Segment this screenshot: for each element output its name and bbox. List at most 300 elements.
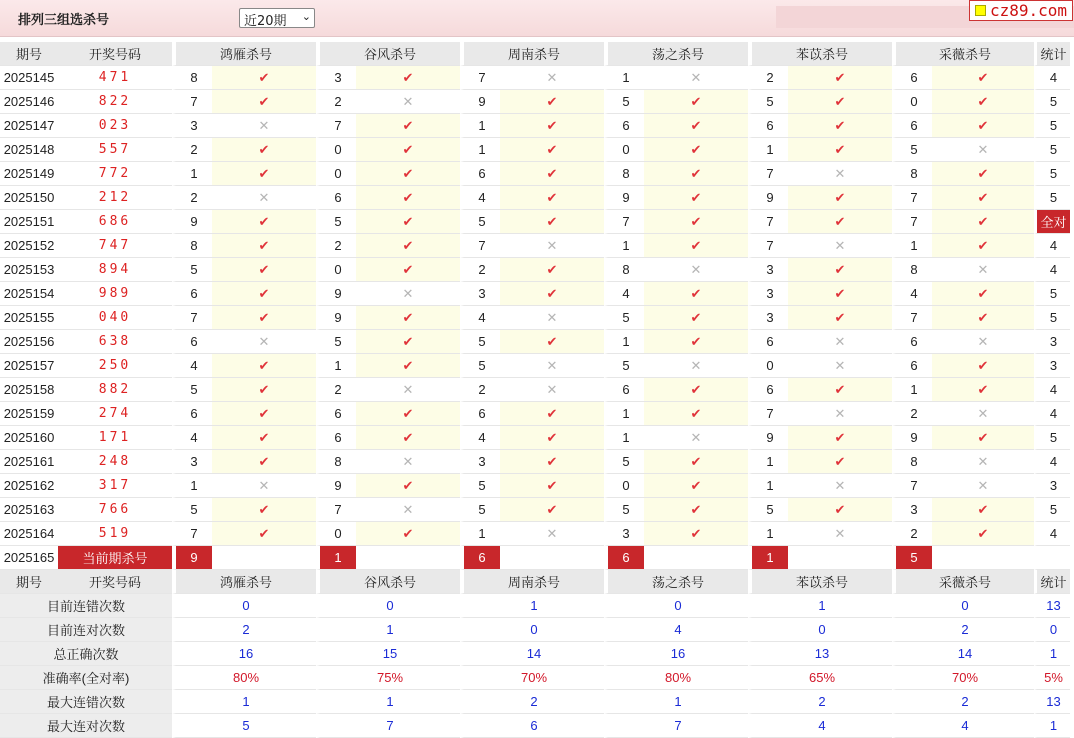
- col-issue: 期号: [0, 570, 58, 594]
- cross-icon: ✕: [212, 114, 316, 138]
- cross-icon: ✕: [356, 90, 460, 114]
- table-row: [0, 162, 1070, 186]
- summary-value: 1: [316, 618, 460, 642]
- check-icon: ✔: [212, 450, 316, 474]
- kill-number: 5: [604, 450, 644, 474]
- kill-number: 0: [748, 354, 788, 378]
- kill-number: 1: [316, 354, 356, 378]
- kill-number: 9: [604, 186, 644, 210]
- check-icon: ✔: [356, 162, 460, 186]
- empty-cell: [788, 546, 892, 570]
- summary-value: 2: [892, 618, 1034, 642]
- check-icon: ✔: [212, 498, 316, 522]
- kill-number: 1: [460, 522, 500, 546]
- col-stat: 统计: [1034, 570, 1070, 594]
- check-icon: ✔: [356, 186, 460, 210]
- kill-number: 2: [316, 90, 356, 114]
- kill-number: 0: [604, 474, 644, 498]
- kill-number: 1: [748, 138, 788, 162]
- check-icon: ✔: [644, 306, 748, 330]
- summary-value: 4: [604, 618, 748, 642]
- check-icon: ✔: [212, 162, 316, 186]
- kill-number: 2: [460, 378, 500, 402]
- issue-cell: 2025154: [0, 282, 58, 306]
- kill-number: 6: [892, 330, 932, 354]
- check-icon: ✔: [644, 402, 748, 426]
- check-icon: ✔: [500, 210, 604, 234]
- check-icon: ✔: [932, 378, 1034, 402]
- summary-value: 0: [316, 594, 460, 618]
- kill-number: 1: [604, 66, 644, 90]
- summary-value: 2: [172, 618, 316, 642]
- check-icon: ✔: [212, 522, 316, 546]
- summary-stat: 1: [1034, 642, 1070, 666]
- cross-icon: ✕: [500, 234, 604, 258]
- stat-cell: 4: [1034, 450, 1070, 474]
- kill-number: 3: [172, 114, 212, 138]
- check-icon: ✔: [644, 186, 748, 210]
- cross-icon: ✕: [788, 402, 892, 426]
- summary-label: 最大连错次数: [0, 690, 172, 714]
- kill-number: 8: [604, 162, 644, 186]
- summary-value: 1: [604, 690, 748, 714]
- summary-stat: 13: [1034, 594, 1070, 618]
- chevron-down-icon: ⌄: [301, 10, 311, 23]
- check-icon: ✔: [788, 450, 892, 474]
- kill-number: 8: [172, 234, 212, 258]
- draw-number: 638: [58, 330, 172, 354]
- stat-cell: 5: [1034, 426, 1070, 450]
- kill-number: 6: [316, 426, 356, 450]
- kill-number: 3: [748, 258, 788, 282]
- stat-cell: 5: [1034, 90, 1070, 114]
- draw-number: 686: [58, 210, 172, 234]
- kill-number: 2: [892, 402, 932, 426]
- summary-stat: 1: [1034, 714, 1070, 738]
- summary-value: 80%: [604, 666, 748, 690]
- check-icon: ✔: [356, 330, 460, 354]
- check-icon: ✔: [500, 498, 604, 522]
- table-row: [0, 234, 1070, 258]
- check-icon: ✔: [644, 162, 748, 186]
- kill-number: 9: [316, 282, 356, 306]
- kill-number: 1: [604, 426, 644, 450]
- cross-icon: ✕: [788, 330, 892, 354]
- summary-value: 16: [172, 642, 316, 666]
- draw-number: 822: [58, 90, 172, 114]
- kill-number: 3: [316, 66, 356, 90]
- draw-number: 317: [58, 474, 172, 498]
- cross-icon: ✕: [356, 282, 460, 306]
- stat-cell: 3: [1034, 474, 1070, 498]
- summary-value: 1: [172, 690, 316, 714]
- empty-cell: [356, 546, 460, 570]
- draw-number: 023: [58, 114, 172, 138]
- check-icon: ✔: [212, 210, 316, 234]
- summary-label: 准确率(全对率): [0, 666, 172, 690]
- kill-number: 0: [892, 90, 932, 114]
- col-expert: 周南杀号: [460, 570, 604, 594]
- stat-cell: 4: [1034, 258, 1070, 282]
- issue-cell: 2025161: [0, 450, 58, 474]
- check-icon: ✔: [932, 66, 1034, 90]
- summary-value: 1: [748, 594, 892, 618]
- summary-value: 1: [316, 690, 460, 714]
- kill-number: 0: [316, 522, 356, 546]
- summary-value: 2: [748, 690, 892, 714]
- cross-icon: ✕: [932, 450, 1034, 474]
- kill-number: 0: [316, 138, 356, 162]
- check-icon: ✔: [212, 402, 316, 426]
- issue-cell: 2025159: [0, 402, 58, 426]
- kill-number: 4: [604, 282, 644, 306]
- check-icon: ✔: [644, 210, 748, 234]
- table-row: [0, 66, 1070, 90]
- kill-number: 8: [316, 450, 356, 474]
- cross-icon: ✕: [932, 474, 1034, 498]
- check-icon: ✔: [644, 450, 748, 474]
- check-icon: ✔: [356, 474, 460, 498]
- summary-label: 目前连对次数: [0, 618, 172, 642]
- check-icon: ✔: [500, 426, 604, 450]
- summary-value: 0: [892, 594, 1034, 618]
- stat-cell: 3: [1034, 330, 1070, 354]
- check-icon: ✔: [788, 210, 892, 234]
- kill-number: 6: [748, 330, 788, 354]
- cross-icon: ✕: [212, 186, 316, 210]
- cross-icon: ✕: [212, 330, 316, 354]
- table-row: [0, 378, 1070, 402]
- check-icon: ✔: [500, 114, 604, 138]
- kill-number: 5: [172, 378, 212, 402]
- summary-value: 70%: [892, 666, 1034, 690]
- check-icon: ✔: [788, 138, 892, 162]
- check-icon: ✔: [356, 138, 460, 162]
- col-expert: 采薇杀号: [892, 570, 1034, 594]
- kill-number: 1: [172, 162, 212, 186]
- check-icon: ✔: [356, 306, 460, 330]
- check-icon: ✔: [644, 522, 748, 546]
- check-icon: ✔: [500, 402, 604, 426]
- stat-cell: 5: [1034, 138, 1070, 162]
- table-row: [0, 306, 1070, 330]
- kill-number: 0: [316, 258, 356, 282]
- check-icon: ✔: [788, 498, 892, 522]
- kill-number: 6: [172, 330, 212, 354]
- check-icon: ✔: [932, 306, 1034, 330]
- check-icon: ✔: [788, 306, 892, 330]
- cross-icon: ✕: [500, 66, 604, 90]
- empty-cell: [1034, 546, 1070, 570]
- current-kill-number: 6: [604, 546, 644, 570]
- period-select-value: 近20期: [244, 14, 287, 29]
- header-row: [0, 570, 1070, 594]
- check-icon: ✔: [932, 210, 1034, 234]
- check-icon: ✔: [644, 138, 748, 162]
- draw-number: 894: [58, 258, 172, 282]
- col-expert: 谷风杀号: [316, 42, 460, 66]
- period-select[interactable]: [239, 8, 315, 28]
- kill-number: 4: [460, 426, 500, 450]
- kill-number: 4: [460, 186, 500, 210]
- table-row: [0, 474, 1070, 498]
- kill-number: 8: [892, 258, 932, 282]
- check-icon: ✔: [212, 282, 316, 306]
- kill-number: 7: [892, 186, 932, 210]
- check-icon: ✔: [500, 474, 604, 498]
- summary-value: 14: [892, 642, 1034, 666]
- table-row: [0, 522, 1070, 546]
- kill-number: 6: [892, 114, 932, 138]
- empty-cell: [500, 546, 604, 570]
- cross-icon: ✕: [788, 354, 892, 378]
- check-icon: ✔: [212, 258, 316, 282]
- kill-number: 3: [604, 522, 644, 546]
- kill-number: 1: [172, 474, 212, 498]
- kill-number: 2: [172, 186, 212, 210]
- check-icon: ✔: [932, 90, 1034, 114]
- cross-icon: ✕: [500, 354, 604, 378]
- summary-value: 7: [316, 714, 460, 738]
- kill-number: 2: [172, 138, 212, 162]
- col-expert: 苯苡杀号: [748, 42, 892, 66]
- issue-cell: 2025163: [0, 498, 58, 522]
- summary-value: 4: [892, 714, 1034, 738]
- header-row: [0, 42, 1070, 66]
- draw-number: 274: [58, 402, 172, 426]
- check-icon: ✔: [644, 498, 748, 522]
- check-icon: ✔: [500, 450, 604, 474]
- cross-icon: ✕: [212, 474, 316, 498]
- check-icon: ✔: [644, 474, 748, 498]
- table-row: [0, 210, 1070, 234]
- stat-cell: 4: [1034, 234, 1070, 258]
- check-icon: ✔: [356, 402, 460, 426]
- stat-cell: 4: [1034, 522, 1070, 546]
- current-kill-number: 9: [172, 546, 212, 570]
- col-stat: 统计: [1034, 42, 1070, 66]
- check-icon: ✔: [644, 282, 748, 306]
- cross-icon: ✕: [356, 498, 460, 522]
- check-icon: ✔: [644, 114, 748, 138]
- summary-row: [0, 618, 1070, 642]
- summary-value: 2: [892, 690, 1034, 714]
- check-icon: ✔: [644, 234, 748, 258]
- stat-cell: 5: [1034, 162, 1070, 186]
- kill-number: 7: [748, 210, 788, 234]
- check-icon: ✔: [932, 186, 1034, 210]
- summary-value: 65%: [748, 666, 892, 690]
- kill-number: 6: [604, 378, 644, 402]
- empty-cell: [644, 546, 748, 570]
- check-icon: ✔: [212, 138, 316, 162]
- summary-stat: 0: [1034, 618, 1070, 642]
- kill-number: 5: [460, 330, 500, 354]
- kill-number: 1: [892, 378, 932, 402]
- issue-cell: 2025147: [0, 114, 58, 138]
- summary-value: 75%: [316, 666, 460, 690]
- stat-cell: 4: [1034, 378, 1070, 402]
- cross-icon: ✕: [788, 162, 892, 186]
- check-icon: ✔: [932, 114, 1034, 138]
- kill-number: 4: [172, 426, 212, 450]
- summary-value: 15: [316, 642, 460, 666]
- kill-table: [0, 42, 1070, 738]
- summary-value: 80%: [172, 666, 316, 690]
- check-icon: ✔: [932, 522, 1034, 546]
- site-logo[interactable]: [969, 0, 1073, 21]
- kill-number: 6: [460, 402, 500, 426]
- cross-icon: ✕: [788, 474, 892, 498]
- cross-icon: ✕: [788, 522, 892, 546]
- kill-number: 4: [892, 282, 932, 306]
- draw-number: 766: [58, 498, 172, 522]
- cross-icon: ✕: [356, 378, 460, 402]
- check-icon: ✔: [932, 234, 1034, 258]
- check-icon: ✔: [644, 90, 748, 114]
- col-expert: 荡之杀号: [604, 570, 748, 594]
- kill-number: 9: [172, 210, 212, 234]
- kill-number: 5: [460, 474, 500, 498]
- kill-number: 5: [460, 354, 500, 378]
- stat-cell: 5: [1034, 282, 1070, 306]
- cross-icon: ✕: [644, 354, 748, 378]
- check-icon: ✔: [500, 282, 604, 306]
- col-expert: 鸿雁杀号: [172, 42, 316, 66]
- kill-number: 2: [748, 66, 788, 90]
- kill-number: 1: [460, 138, 500, 162]
- cross-icon: ✕: [500, 306, 604, 330]
- check-icon: ✔: [212, 354, 316, 378]
- kill-number: 8: [892, 450, 932, 474]
- kill-number: 8: [892, 162, 932, 186]
- kill-number: 7: [172, 522, 212, 546]
- kill-number: 3: [748, 282, 788, 306]
- empty-cell: [932, 546, 1034, 570]
- kill-number: 7: [892, 210, 932, 234]
- kill-number: 6: [172, 282, 212, 306]
- issue-cell: 2025150: [0, 186, 58, 210]
- stat-cell: 3: [1034, 354, 1070, 378]
- check-icon: ✔: [500, 138, 604, 162]
- table-row: [0, 114, 1070, 138]
- kill-number: 7: [604, 210, 644, 234]
- check-icon: ✔: [644, 378, 748, 402]
- summary-value: 4: [748, 714, 892, 738]
- kill-number: 5: [604, 354, 644, 378]
- check-icon: ✔: [644, 330, 748, 354]
- summary-value: 5: [172, 714, 316, 738]
- check-icon: ✔: [356, 522, 460, 546]
- issue-cell: 2025145: [0, 66, 58, 90]
- draw-number: 519: [58, 522, 172, 546]
- summary-label: 总正确次数: [0, 642, 172, 666]
- page-title: 排列三组选杀号: [18, 12, 110, 27]
- kill-number: 5: [604, 306, 644, 330]
- check-icon: ✔: [212, 426, 316, 450]
- summary-value: 2: [460, 690, 604, 714]
- table-row: [0, 258, 1070, 282]
- cross-icon: ✕: [500, 522, 604, 546]
- kill-number: 3: [460, 450, 500, 474]
- current-row: [0, 546, 1070, 570]
- check-icon: ✔: [500, 330, 604, 354]
- kill-number: 1: [604, 330, 644, 354]
- current-kill-number: 1: [748, 546, 788, 570]
- issue-cell: 2025153: [0, 258, 58, 282]
- kill-number: 5: [748, 498, 788, 522]
- draw-number: 040: [58, 306, 172, 330]
- check-icon: ✔: [500, 90, 604, 114]
- kill-number: 8: [604, 258, 644, 282]
- stat-cell: 5: [1034, 498, 1070, 522]
- stat-cell: 全对: [1034, 210, 1070, 234]
- table-row: [0, 282, 1070, 306]
- summary-value: 0: [172, 594, 316, 618]
- summary-stat: 5%: [1034, 666, 1070, 690]
- draw-number: 212: [58, 186, 172, 210]
- check-icon: ✔: [212, 306, 316, 330]
- kill-number: 5: [172, 258, 212, 282]
- check-icon: ✔: [356, 234, 460, 258]
- check-icon: ✔: [788, 114, 892, 138]
- summary-stat: 13: [1034, 690, 1070, 714]
- table-row: [0, 330, 1070, 354]
- logo-text: cz89.com: [990, 1, 1068, 20]
- col-expert: 鸿雁杀号: [172, 570, 316, 594]
- kill-number: 7: [892, 474, 932, 498]
- summary-value: 13: [748, 642, 892, 666]
- table-row: [0, 498, 1070, 522]
- cross-icon: ✕: [500, 378, 604, 402]
- current-issue: 2025165: [0, 546, 58, 570]
- cross-icon: ✕: [356, 450, 460, 474]
- kill-number: 3: [460, 282, 500, 306]
- check-icon: ✔: [788, 186, 892, 210]
- kill-number: 5: [316, 330, 356, 354]
- check-icon: ✔: [788, 426, 892, 450]
- empty-cell: [212, 546, 316, 570]
- summary-row: [0, 642, 1070, 666]
- issue-cell: 2025160: [0, 426, 58, 450]
- kill-number: 6: [748, 114, 788, 138]
- stat-cell: 5: [1034, 306, 1070, 330]
- issue-cell: 2025157: [0, 354, 58, 378]
- table-row: [0, 186, 1070, 210]
- col-expert: 周南杀号: [460, 42, 604, 66]
- col-draw: 开奖号码: [58, 570, 172, 594]
- kill-number: 5: [604, 498, 644, 522]
- check-icon: ✔: [356, 114, 460, 138]
- summary-value: 14: [460, 642, 604, 666]
- check-icon: ✔: [932, 498, 1034, 522]
- summary-value: 16: [604, 642, 748, 666]
- draw-number: 471: [58, 66, 172, 90]
- kill-number: 1: [460, 114, 500, 138]
- summary-value: 1: [460, 594, 604, 618]
- kill-number: 7: [748, 234, 788, 258]
- table-row: [0, 138, 1070, 162]
- logo-square-icon: [975, 5, 986, 16]
- kill-number: 9: [316, 474, 356, 498]
- stat-cell: 5: [1034, 114, 1070, 138]
- cross-icon: ✕: [932, 138, 1034, 162]
- kill-number: 6: [892, 66, 932, 90]
- cross-icon: ✕: [644, 258, 748, 282]
- summary-value: 7: [604, 714, 748, 738]
- kill-number: 3: [172, 450, 212, 474]
- col-expert: 苯苡杀号: [748, 570, 892, 594]
